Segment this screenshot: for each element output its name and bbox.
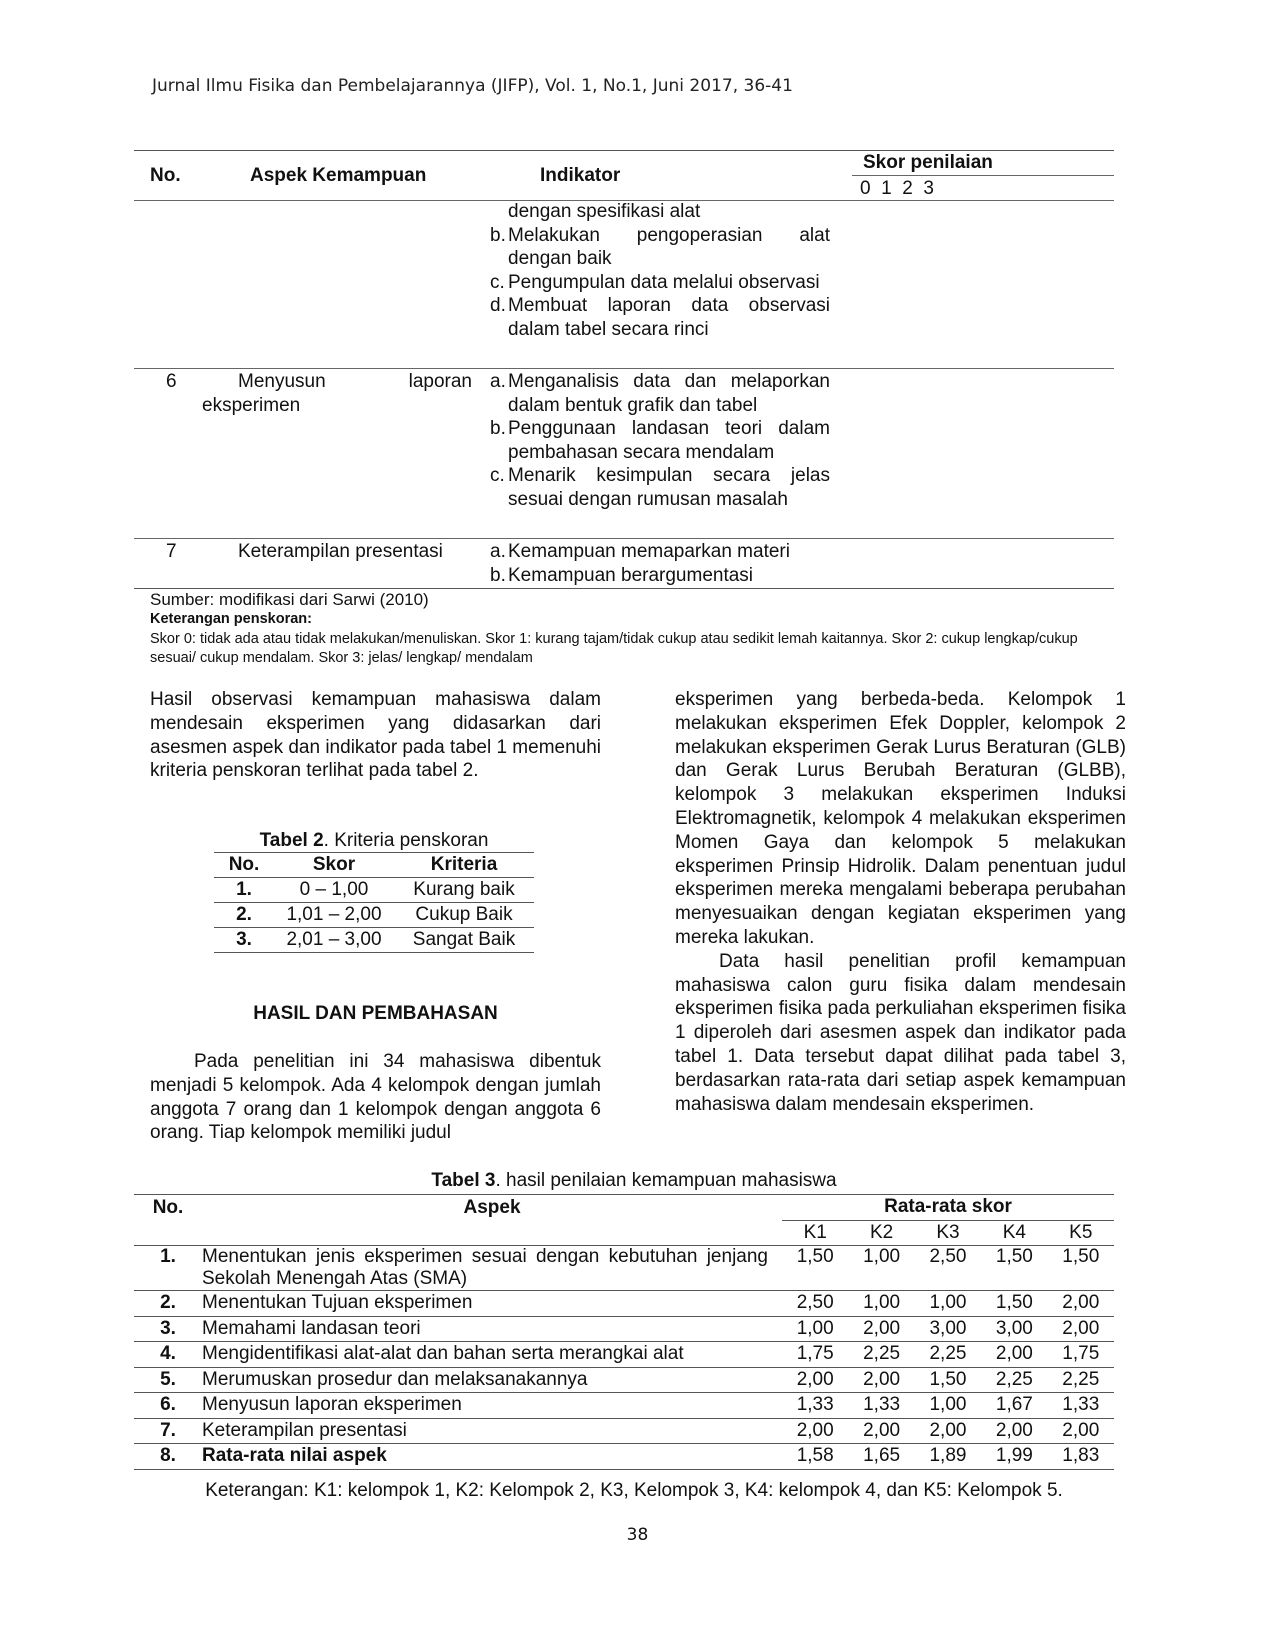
table-1-skor-values: 0 1 2 3 bbox=[860, 178, 934, 199]
table-cell: 1,75 bbox=[796, 1343, 834, 1365]
indicator-item: a. Kemampuan memaparkan materi bbox=[490, 541, 790, 562]
table-1-row-7-aspek: Keterampilan presentasi bbox=[238, 541, 443, 562]
indicator-item: c. Pengumpulan data melalui observasi bbox=[490, 271, 820, 293]
indicator-item: d. Membuat laporan data observasi dalam tabel secara rinci bbox=[490, 295, 830, 340]
table-1-row-6-aspek: Menyusun laporan eksperimen bbox=[202, 371, 472, 416]
table-cell: 3. bbox=[236, 929, 252, 950]
table-3-header-no: No. bbox=[152, 1196, 184, 1218]
table-1-skor-rule bbox=[852, 175, 1114, 176]
indicator-item: dengan spesifikasi alat bbox=[508, 201, 701, 222]
table-1-keterangan-text: Skor 0: tidak ada atau tidak melakukan/menuliskan. Skor 1: kurang tajam/tidak cukup atau sedikit lemah kaitannya. Skor 2: cukup lengkap/cukup sesuai/ cukup mendalam. Skor 3: jelas/ lengkap/ mendalam bbox=[150, 631, 1078, 666]
table-cell: 1,50 bbox=[995, 1292, 1033, 1314]
table-cell: 2,00 bbox=[1062, 1292, 1100, 1314]
page-number: 38 bbox=[626, 1525, 649, 1545]
table-cell: 1. bbox=[160, 1246, 176, 1267]
table-cell: 2,00 bbox=[929, 1419, 967, 1441]
table-cell: 2,00 bbox=[995, 1419, 1033, 1441]
table-cell: 1,50 bbox=[929, 1368, 967, 1390]
table-cell: 2,50 bbox=[796, 1292, 834, 1314]
table-cell: 1,00 bbox=[863, 1292, 901, 1314]
table-cell: 1,50 bbox=[995, 1246, 1033, 1267]
table-1-header-skor: Skor penilaian bbox=[863, 152, 993, 173]
table-cell: Keterampilan presentasi bbox=[202, 1419, 407, 1441]
table-3-header-rata: Rata-rata skor bbox=[782, 1195, 1114, 1221]
table-cell: 2,25 bbox=[1062, 1368, 1100, 1390]
indicator-item: a. Menganalisis data dan melaporkan dalam bentuk grafik dan tabel bbox=[490, 371, 830, 416]
table-cell: Kurang baik bbox=[413, 879, 515, 900]
table-cell: Menyusun laporan eksperimen bbox=[202, 1394, 462, 1416]
table-cell: 1,89 bbox=[929, 1445, 967, 1467]
table-cell: 2,00 bbox=[863, 1419, 901, 1441]
table-1-row-7-indikator bbox=[490, 540, 830, 587]
table-3-group-label: K3 bbox=[936, 1221, 960, 1243]
section-heading: HASIL DAN PEMBAHASAN bbox=[253, 1003, 498, 1024]
table-cell bbox=[202, 1220, 782, 1246]
table-cell: 1,75 bbox=[1062, 1343, 1100, 1365]
table-3-group-label: K1 bbox=[803, 1221, 827, 1243]
table-1-row-7-no: 7 bbox=[166, 541, 177, 562]
indicator-item: b. Kemampuan berargumentasi bbox=[490, 564, 754, 586]
table-cell: 2,00 bbox=[1062, 1317, 1100, 1339]
table-cell: Sangat Baik bbox=[412, 929, 516, 950]
table-3-group-row bbox=[134, 1220, 1114, 1246]
table-cell: 1,58 bbox=[796, 1445, 834, 1467]
table-cell: 1,00 bbox=[929, 1394, 967, 1416]
table-1-header-indikator: Indikator bbox=[540, 165, 621, 186]
table-cell: 3. bbox=[160, 1317, 176, 1339]
table-3-group-label: K2 bbox=[869, 1221, 894, 1243]
table-cell: 2,00 bbox=[1062, 1419, 1100, 1441]
table-row bbox=[134, 1367, 1114, 1393]
table-cell: 3,00 bbox=[929, 1317, 967, 1339]
paragraph: eksperimen yang berbeda-beda. Kelompok 1 melakukan eksperimen Efek Doppler, kelompok 2 melakukan eksperimen Gerak Lurus Beraturan (GLB) dan Gerak Lurus Berubah Beraturan (GLBB), kelompok 3 melakukan eksperimen Induksi Elektromagnetik, kelompok 4 melakukan eksperimen Momen Gaya dan kelompok 5 melakukan eksperimen Prinsip Hidrolik. Dalam penentuan judul eksperimen mereka mengalami beberapa perubahan menyesuaikan dengan kegiatan eksperimen yang mereka lakukan. bbox=[675, 689, 1126, 948]
table-3-header-aspek: Aspek bbox=[463, 1196, 521, 1218]
table-1-top-rule bbox=[134, 150, 1114, 151]
table-cell: 4. bbox=[160, 1343, 176, 1365]
table-3-header-row bbox=[134, 1195, 1114, 1221]
table-cell bbox=[134, 1220, 202, 1246]
table-cell: 6. bbox=[160, 1394, 176, 1416]
journal-header: Jurnal Ilmu Fisika dan Pembelajarannya (JIFP), Vol. 1, No.1, Juni 2017, 36-41 bbox=[152, 76, 793, 96]
table-2-header-row bbox=[214, 853, 534, 878]
table-2-caption: Tabel 2. Kriteria penskoran bbox=[259, 830, 489, 851]
table-2-header-cell: No. bbox=[228, 854, 260, 875]
table-cell: Menentukan Tujuan eksperimen bbox=[202, 1292, 473, 1314]
table-1-bottom-rule bbox=[134, 588, 1114, 589]
table-row bbox=[134, 1342, 1114, 1368]
table-cell: 0 – 1,00 bbox=[299, 879, 369, 900]
table-cell: 2,00 bbox=[796, 1419, 834, 1441]
table-cell: Cukup Baik bbox=[415, 904, 513, 925]
table-cell: 1,33 bbox=[796, 1394, 834, 1416]
table-cell: 1,33 bbox=[863, 1394, 901, 1416]
table-cell: 1,83 bbox=[1062, 1445, 1100, 1467]
table-row bbox=[134, 1316, 1114, 1342]
table-1-row-6-indikator bbox=[490, 370, 830, 511]
paragraph: Data hasil penelitian profil kemampuan mahasiswa calon guru fisika dalam mendesain eksperimen fisika pada perkuliahan eksperimen fisika 1 diperoleh dari asesmen aspek dan indikator pada tabel 1. Data tersebut dapat dilihat pada tabel 3, berdasarkan rata-rata dari setiap aspek kemampuan mahasiswa dalam mendesain eksperimen. bbox=[675, 950, 1126, 1115]
table-cell: 1,99 bbox=[995, 1445, 1033, 1467]
right-column bbox=[675, 688, 1126, 1116]
table-2 bbox=[214, 852, 534, 953]
table-row bbox=[134, 1291, 1114, 1317]
table-cell: 2. bbox=[236, 904, 252, 925]
table-cell: 7. bbox=[160, 1419, 176, 1441]
paragraph: Hasil observasi kemampuan mahasiswa dalam mendesain eksperimen yang didasarkan dari asesmen aspek dan indikator pada tabel 1 memenuhi kriteria penskoran terlihat pada tabel 2. bbox=[150, 689, 602, 782]
table-cell: 2,01 – 3,00 bbox=[286, 929, 382, 950]
indicator-item: b. Melakukan pengoperasian alat dengan baik bbox=[490, 224, 830, 269]
table-row bbox=[134, 1444, 1114, 1470]
table-cell: 1,33 bbox=[1062, 1394, 1100, 1416]
table-cell: 2,00 bbox=[863, 1317, 901, 1339]
table-cell: 1,00 bbox=[796, 1317, 834, 1339]
table-row bbox=[214, 928, 534, 953]
table-1-source: Sumber: modifikasi dari Sarwi (2010) bbox=[150, 590, 429, 609]
table-row bbox=[134, 1418, 1114, 1444]
table-cell: Rata-rata nilai aspek bbox=[202, 1445, 387, 1467]
table-1-header-no: No. bbox=[150, 165, 181, 186]
table-row bbox=[134, 1246, 1114, 1291]
table-cell: 3,00 bbox=[995, 1317, 1033, 1339]
table-cell: 1,50 bbox=[796, 1246, 834, 1267]
table-3-group-label: K5 bbox=[1069, 1221, 1093, 1243]
table-1-row-rule bbox=[134, 538, 1114, 539]
table-cell: Menentukan jenis eksperimen sesuai dengan kebutuhan jenjang Sekolah Menengah Atas (SMA) bbox=[202, 1246, 768, 1289]
table-3-group-label: K4 bbox=[1002, 1221, 1026, 1243]
table-1-header-aspek: Aspek Kemampuan bbox=[250, 165, 427, 186]
table-cell: 2,00 bbox=[995, 1343, 1033, 1365]
table-cell: 1,01 – 2,00 bbox=[286, 904, 382, 925]
table-cell: 5. bbox=[160, 1368, 176, 1390]
table-1-row-cont-indikator bbox=[490, 200, 830, 341]
table-row bbox=[214, 878, 534, 903]
table-cell: 2,00 bbox=[796, 1368, 834, 1390]
table-cell: 1,50 bbox=[1062, 1246, 1100, 1267]
table-cell: 1,00 bbox=[929, 1292, 967, 1314]
table-cell: 1,00 bbox=[863, 1246, 901, 1267]
table-row bbox=[134, 1393, 1114, 1419]
table-3-caption: Tabel 3. hasil penilaian kemampuan mahasiswa bbox=[431, 1170, 837, 1191]
indicator-item: b. Penggunaan landasan teori dalam pembahasan secara mendalam bbox=[490, 418, 830, 463]
table-2-header-cell: Kriteria bbox=[430, 854, 498, 875]
paragraph: Pada penelitian ini 34 mahasiswa dibentuk menjadi 5 kelompok. Ada 4 kelompok dengan jumlah anggota 7 orang dan 1 kelompok dengan anggota 6 orang. Tiap kelompok memiliki judul bbox=[150, 1051, 601, 1144]
table-cell: 1,67 bbox=[995, 1394, 1033, 1416]
table-1-row-rule bbox=[134, 368, 1114, 369]
table-cell: 2,25 bbox=[929, 1343, 967, 1365]
table-cell: 1,65 bbox=[863, 1445, 901, 1467]
table-row bbox=[214, 903, 534, 928]
table-cell: 2,25 bbox=[995, 1368, 1033, 1390]
table-2-header-cell: Skor bbox=[312, 854, 356, 875]
table-cell: 8. bbox=[160, 1445, 176, 1467]
table-cell: 1. bbox=[236, 879, 252, 900]
table-cell: 2,00 bbox=[863, 1368, 901, 1390]
table-1-row-6-no: 6 bbox=[166, 371, 177, 392]
table-cell: Merumuskan prosedur dan melaksanakannya bbox=[202, 1368, 588, 1390]
indicator-item: c. Menarik kesimpulan secara jelas sesuai dengan rumusan masalah bbox=[490, 465, 830, 510]
table-1-keterangan-title: Keterangan penskoran: bbox=[150, 611, 312, 627]
table-3 bbox=[134, 1194, 1114, 1470]
table-cell: 2,25 bbox=[863, 1343, 901, 1365]
table-cell: 2. bbox=[160, 1292, 176, 1314]
left-column-lower bbox=[150, 1050, 601, 1145]
table-cell: Mengidentifikasi alat-alat dan bahan serta merangkai alat bbox=[202, 1343, 684, 1365]
table-cell: Memahami landasan teori bbox=[202, 1317, 421, 1339]
table-3-note: Keterangan: K1: kelompok 1, K2: Kelompok 2, K3, Kelompok 3, K4: kelompok 4, dan K5: Kelompok 5. bbox=[205, 1480, 1063, 1501]
table-cell: 2,50 bbox=[929, 1246, 967, 1267]
left-column bbox=[150, 688, 601, 783]
